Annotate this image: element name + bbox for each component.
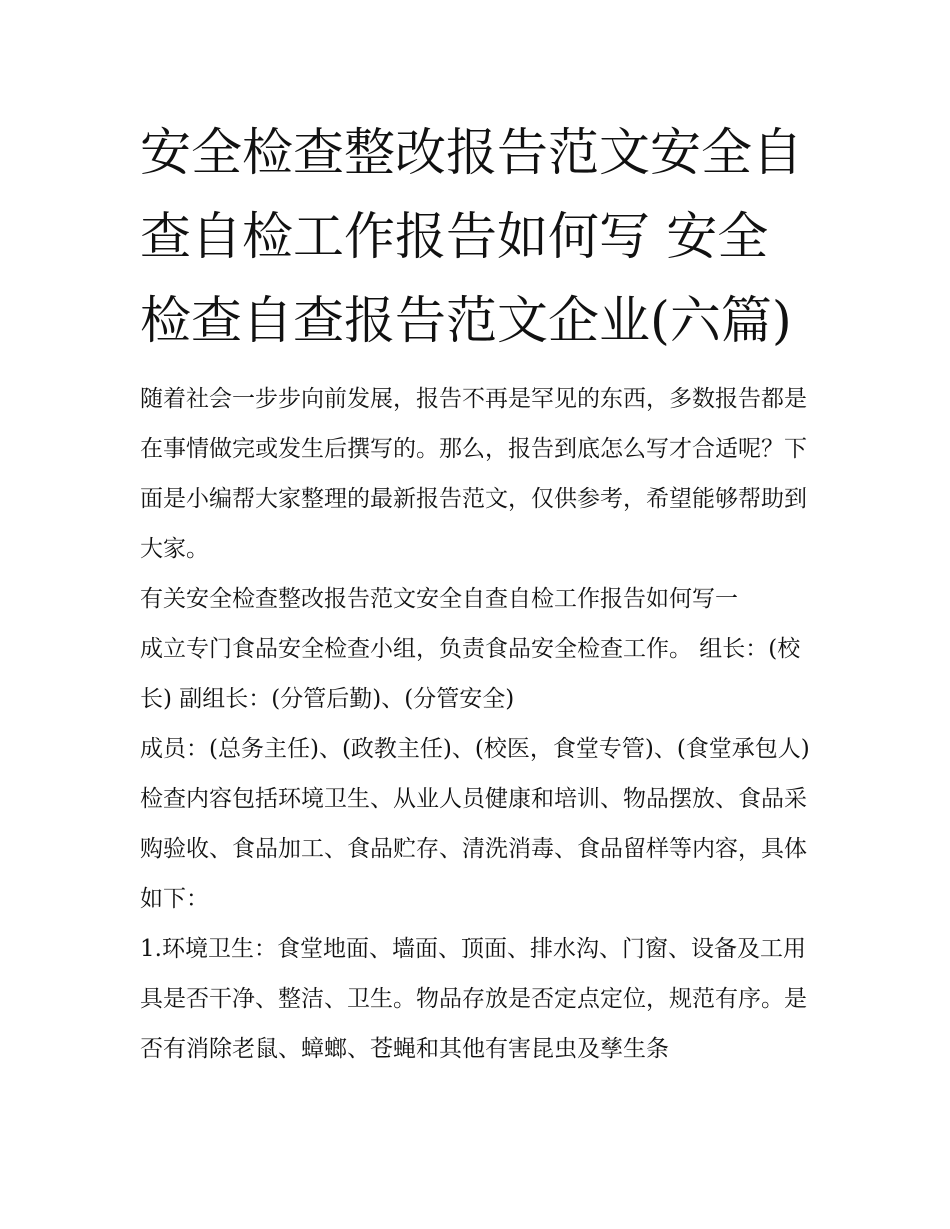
team-leader-paragraph: 成立专门食品安全检查小组，负责食品安全检查工作。 组长：(校长) 副组长：(分管后勤)、(分管安全) [140, 636, 801, 712]
inspection-scope-paragraph: 检查内容包括环境卫生、从业人员健康和培训、物品摆放、食品采购验收、食品加工、食品贮存、清洗消毒、食品留样等内容，具体如下： [140, 786, 807, 912]
document-body [140, 112, 815, 1074]
document-title: 安全检查整改报告范文安全自查自检工作报告如何写 安全检查自查报告范文企业(六篇) [140, 124, 804, 351]
section-heading: 有关安全检查整改报告范文安全自查自检工作报告如何写一 [140, 586, 738, 612]
environment-hygiene-paragraph: 1.环境卫生：食堂地面、墙面、顶面、排水沟、门窗、设备及工用具是否干净、整洁、卫生。物品存放是否定点定位，规范有序。是否有消除老鼠、蟑螂、苍蝇和其他有害昆虫及孳生条 [140, 936, 807, 1062]
intro-paragraph: 随着社会一步步向前发展，报告不再是罕见的东西，多数报告都是在事情做完或发生后撰写的。那么，报告到底怎么写才合适呢？下面是小编帮大家整理的最新报告范文，仅供参考，希望能够帮助到大家。 [140, 386, 807, 562]
team-members-paragraph: 成员：(总务主任)、(政教主任)、(校医，食堂专管)、(食堂承包人) [140, 736, 810, 762]
